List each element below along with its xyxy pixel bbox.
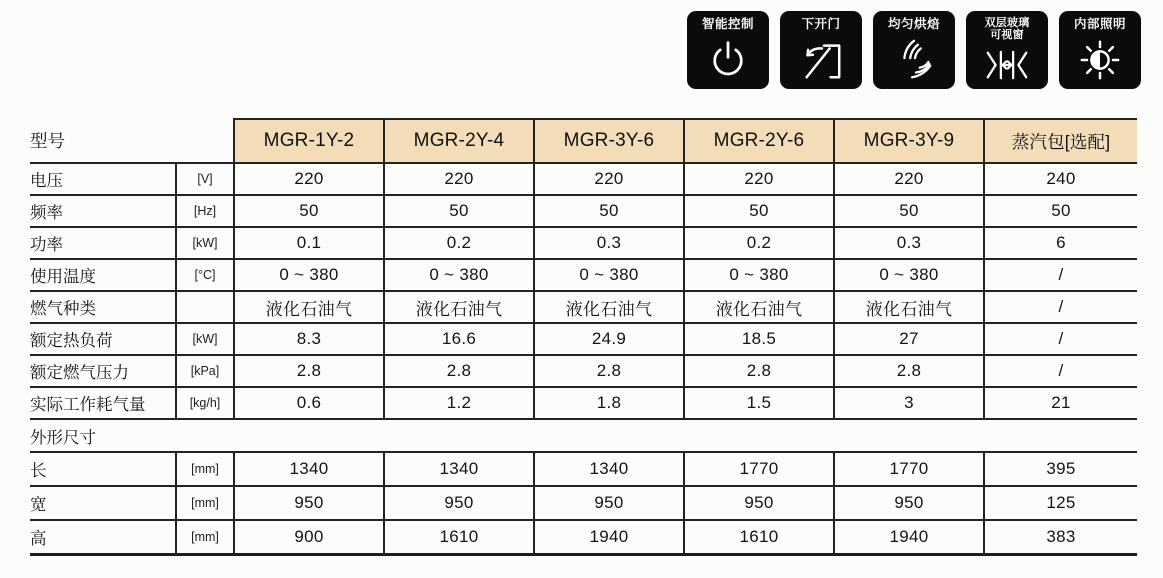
cell-length-蒸汽包[选配]: 395 [984, 452, 1137, 486]
cell-frequency-MGR-2Y-6: 50 [684, 195, 834, 227]
row-unit-rated-gas-pressure: [kPa] [176, 355, 234, 387]
row-label-voltage: 电压 [30, 163, 176, 195]
cell-width-MGR-3Y-6: 950 [534, 486, 684, 520]
model-header-mgr-1y-2: MGR-1Y-2 [234, 119, 384, 163]
badge-double-glass-label-line2: 可视窗 [990, 29, 1024, 42]
row-unit-gas-consumption: [kg/h] [176, 387, 234, 419]
cell-operating-temp-MGR-1Y-2: 0 ~ 380 [234, 259, 384, 291]
row-label-frequency: 频率 [30, 195, 176, 227]
row-label-rated-heat-load: 额定热负荷 [30, 323, 176, 355]
cell-voltage-MGR-1Y-2: 220 [234, 163, 384, 195]
badge-double-glass-window [966, 11, 1048, 89]
cell-length-MGR-2Y-4: 1340 [384, 452, 534, 486]
cell-operating-temp-蒸汽包[选配]: / [984, 259, 1137, 291]
power-icon [687, 31, 769, 89]
cell-rated-heat-load-MGR-3Y-6: 24.9 [534, 323, 684, 355]
cell-operating-temp-MGR-2Y-6: 0 ~ 380 [684, 259, 834, 291]
badge-smart-control [687, 11, 769, 89]
cell-frequency-MGR-3Y-9: 50 [834, 195, 984, 227]
row-label-power: 功率 [30, 227, 176, 259]
row-label-gas-type: 燃气种类 [30, 291, 176, 323]
row-label-rated-gas-pressure: 额定燃气压力 [30, 355, 176, 387]
cell-width-MGR-2Y-6: 950 [684, 486, 834, 520]
interior-light-icon [1059, 31, 1141, 89]
heat-waves-icon [873, 31, 955, 89]
cell-gas-consumption-MGR-2Y-6: 1.5 [684, 387, 834, 419]
row-unit-height: [mm] [176, 520, 234, 554]
model-header-corner: 型号 [30, 119, 234, 163]
cell-voltage-MGR-2Y-4: 220 [384, 163, 534, 195]
cell-width-蒸汽包[选配]: 125 [984, 486, 1137, 520]
cell-gas-type-MGR-2Y-4: 液化石油气 [384, 291, 534, 323]
cell-operating-temp-MGR-2Y-4: 0 ~ 380 [384, 259, 534, 291]
cell-power-MGR-3Y-6: 0.3 [534, 227, 684, 259]
spec-row-length [30, 452, 1137, 486]
cell-frequency-蒸汽包[选配]: 50 [984, 195, 1137, 227]
cell-voltage-MGR-2Y-6: 220 [684, 163, 834, 195]
spec-row-height [30, 520, 1137, 554]
cell-length-MGR-2Y-6: 1770 [684, 452, 834, 486]
cell-rated-gas-pressure-MGR-3Y-6: 2.8 [534, 355, 684, 387]
cell-height-MGR-3Y-9: 1940 [834, 520, 984, 554]
cell-gas-type-MGR-3Y-9: 液化石油气 [834, 291, 984, 323]
cell-width-MGR-1Y-2: 950 [234, 486, 384, 520]
cell-gas-type-MGR-3Y-6: 液化石油气 [534, 291, 684, 323]
feature-badges [687, 11, 1141, 89]
cell-rated-gas-pressure-MGR-2Y-6: 2.8 [684, 355, 834, 387]
cell-rated-gas-pressure-MGR-1Y-2: 2.8 [234, 355, 384, 387]
cell-rated-heat-load-MGR-1Y-2: 8.3 [234, 323, 384, 355]
cell-rated-heat-load-MGR-2Y-4: 16.6 [384, 323, 534, 355]
cell-power-MGR-2Y-4: 0.2 [384, 227, 534, 259]
badge-even-baking [873, 11, 955, 89]
row-label-gas-consumption: 实际工作耗气量 [30, 387, 176, 419]
cell-length-MGR-3Y-9: 1770 [834, 452, 984, 486]
cell-power-MGR-2Y-6: 0.2 [684, 227, 834, 259]
cell-gas-type-MGR-1Y-2: 液化石油气 [234, 291, 384, 323]
badge-even-baking-label: 均匀烘焙 [887, 17, 940, 31]
cell-length-MGR-1Y-2: 1340 [234, 452, 384, 486]
row-unit-width: [mm] [176, 486, 234, 520]
model-header-mgr-2y-6: MGR-2Y-6 [684, 119, 834, 163]
row-unit-operating-temp: [°C] [176, 259, 234, 291]
cell-rated-heat-load-MGR-3Y-9: 27 [834, 323, 984, 355]
cell-frequency-MGR-2Y-4: 50 [384, 195, 534, 227]
row-unit-gas-type [176, 291, 234, 323]
cell-length-MGR-3Y-6: 1340 [534, 452, 684, 486]
badge-drop-down-door-label: 下开门 [801, 17, 841, 31]
cell-power-MGR-1Y-2: 0.1 [234, 227, 384, 259]
spec-row-width [30, 486, 1137, 520]
cell-height-蒸汽包[选配]: 383 [984, 520, 1137, 554]
spec-row-gas-consumption [30, 387, 1137, 419]
spec-row-operating-temp [30, 259, 1137, 291]
cell-gas-consumption-MGR-3Y-9: 3 [834, 387, 984, 419]
double-glass-icon [966, 42, 1048, 89]
spec-row-voltage [30, 163, 1137, 195]
badge-interior-light-label: 内部照明 [1073, 17, 1126, 31]
cell-voltage-MGR-3Y-9: 220 [834, 163, 984, 195]
cell-rated-gas-pressure-蒸汽包[选配]: / [984, 355, 1137, 387]
model-header-mgr-2y-4: MGR-2Y-4 [384, 119, 534, 163]
cell-gas-consumption-MGR-1Y-2: 0.6 [234, 387, 384, 419]
cell-rated-heat-load-蒸汽包[选配]: / [984, 323, 1137, 355]
row-unit-voltage: [V] [176, 163, 234, 195]
cell-voltage-蒸汽包[选配]: 240 [984, 163, 1137, 195]
spec-table [30, 118, 1137, 556]
spec-row-rated-gas-pressure [30, 355, 1137, 387]
cell-operating-temp-MGR-3Y-6: 0 ~ 380 [534, 259, 684, 291]
row-label-length: 长 [30, 452, 176, 486]
cell-gas-type-蒸汽包[选配]: / [984, 291, 1137, 323]
cell-height-MGR-2Y-4: 1610 [384, 520, 534, 554]
model-header-mgr-3y-6: MGR-3Y-6 [534, 119, 684, 163]
cell-power-MGR-3Y-9: 0.3 [834, 227, 984, 259]
spec-table-body [30, 163, 1137, 554]
cell-width-MGR-2Y-4: 950 [384, 486, 534, 520]
cell-operating-temp-MGR-3Y-9: 0 ~ 380 [834, 259, 984, 291]
section-row-dimensions [30, 419, 1137, 452]
row-label-height: 高 [30, 520, 176, 554]
cell-gas-consumption-蒸汽包[选配]: 21 [984, 387, 1137, 419]
cell-rated-heat-load-MGR-2Y-6: 18.5 [684, 323, 834, 355]
model-header-steam-pack: 蒸汽包[选配] [984, 119, 1137, 163]
cell-rated-gas-pressure-MGR-2Y-4: 2.8 [384, 355, 534, 387]
badge-drop-down-door [780, 11, 862, 89]
row-unit-length: [mm] [176, 452, 234, 486]
spec-row-rated-heat-load [30, 323, 1137, 355]
spec-row-power [30, 227, 1137, 259]
cell-power-蒸汽包[选配]: 6 [984, 227, 1137, 259]
cell-gas-type-MGR-2Y-6: 液化石油气 [684, 291, 834, 323]
cell-width-MGR-3Y-9: 950 [834, 486, 984, 520]
cell-rated-gas-pressure-MGR-3Y-9: 2.8 [834, 355, 984, 387]
row-unit-power: [kW] [176, 227, 234, 259]
cell-height-MGR-2Y-6: 1610 [684, 520, 834, 554]
row-label-width: 宽 [30, 486, 176, 520]
badge-interior-light [1059, 11, 1141, 89]
cell-frequency-MGR-1Y-2: 50 [234, 195, 384, 227]
row-label-operating-temp: 使用温度 [30, 259, 176, 291]
cell-height-MGR-1Y-2: 900 [234, 520, 384, 554]
cell-frequency-MGR-3Y-6: 50 [534, 195, 684, 227]
spec-row-frequency [30, 195, 1137, 227]
badge-double-glass-label-line1: 双层玻璃 [984, 17, 1030, 29]
spec-row-gas-type [30, 291, 1137, 323]
cell-height-MGR-3Y-6: 1940 [534, 520, 684, 554]
model-header-row [30, 119, 1137, 163]
cell-gas-consumption-MGR-2Y-4: 1.2 [384, 387, 534, 419]
cell-voltage-MGR-3Y-6: 220 [534, 163, 684, 195]
cell-gas-consumption-MGR-3Y-6: 1.8 [534, 387, 684, 419]
row-unit-rated-heat-load: [kW] [176, 323, 234, 355]
row-unit-frequency: [Hz] [176, 195, 234, 227]
door-down-icon [780, 31, 862, 89]
model-header-mgr-3y-9: MGR-3Y-9 [834, 119, 984, 163]
section-label-dimensions: 外形尺寸 [30, 419, 1137, 452]
badge-smart-control-label: 智能控制 [701, 17, 754, 31]
